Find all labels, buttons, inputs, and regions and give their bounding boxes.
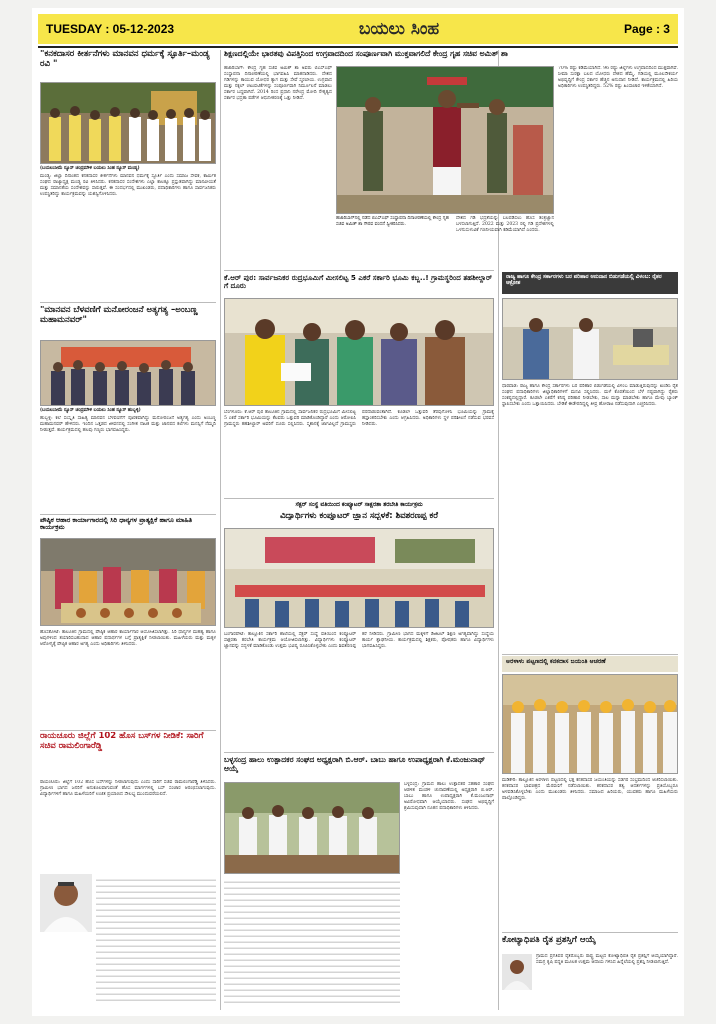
top-story-body-mid: ದೇಶದ ಗಡಿ ಭದ್ರತೆಯನ್ನು ಬಲಪಡಿಸಲು ಹೊಸ ತಂತ್ರಜ್ಞಾನ ಬಳಸಲಾಗುತ್ತಿದೆ. 2022 ಮತ್ತು 2023 ರಲ್ಲಿ ಗಡಿ ಪ್ರದೇಶಗಳಲ್ಲಿ ಒಳನುಸುಳುವಿಕೆ ಗಣನೀಯವಾಗಿ ಕಡಿಮೆಯಾಗಿದೆ ಎಂದರು. xyxy=(456,216,554,233)
photo-kr-puram-complaint xyxy=(224,298,494,406)
photo-computer-training xyxy=(224,528,494,628)
photo-procession-image xyxy=(503,675,678,774)
photo-farmer-portrait xyxy=(502,954,532,990)
story-body: ಬೆಂಗಳೂರು: ಕೆ.ಆರ್ ಪುರ ತಾಲೂಕಿನ ಗ್ರಾಮದಲ್ಲಿ ಸಾರ್ವಜನಿಕರ ರುದ್ರಭೂಮಿಗೆ ಮೀಸಲಿಟ್ಟ 5 ಎಕರೆ ಸರ್ಕಾರಿ ಭೂಮಿಯನ್ನು ಕೆಲವರು ಒತ್ತುವರಿ ಮಾಡಿಕೊಂಡಿದ್ದಾರೆ ಎಂದು ಆರೋಪಿಸಿ ಗ್ರಾಮಸ್ಥರು ತಹಶೀಲ್ದಾರ್ ಅವರಿಗೆ ದೂರು ಸಲ್ಲಿಸಿದರು. ಸ್ಮಶಾನಕ್ಕೆ ಜಾಗವಿಲ್ಲದೆ ಗ್ರಾಮಸ್ಥರು ಪರದಾಡುವಂತಾಗಿದೆ. ಕೂಡಲೇ ಒತ್ತುವರಿ ತೆರವುಗೊಳಿಸಿ ಭೂಮಿಯನ್ನು ಗ್ರಾಮಕ್ಕೆ ಹಸ್ತಾಂತರಿಸಬೇಕು ಎಂದು ಆಗ್ರಹಿಸಿದರು. ಅಧಿಕಾರಿಗಳು ಸ್ಥಳ ಪರಿಶೀಲನೆ ನಡೆಸುವ ಭರವಸೆ ನೀಡಿದರು. xyxy=(224,410,494,427)
article-headline: ಪೌಷ್ಠಿಕ ಆಹಾರ ಕಾರ್ಯಾಗಾರದಲ್ಲಿ ಸಿರಿ ಧಾನ್ಯಗಳ ಪ್ರಾತ್ಯಕ್ಷಿಕೆ ಹಾಗೂ ಮಾಹಿತಿ ಕಾರ್ಯಕ್ರಮ xyxy=(40,517,193,532)
right-article-headline: ರಾಜ್ಯ ಹಾಗೂ ಕೇಂದ್ರ ಸರ್ಕಾರಗಳು ಬರ ಪರಿಹಾರ ಅನುದಾನ ಬಿಡುಗಡೆಯಲ್ಲಿ ವಿಳಂಬ: ರೈತರ ಆಕ್ರೋಶ xyxy=(506,274,662,287)
story-kicker: ಸೆಕ್ಟರ್ ಸಂಸ್ಥೆ ವತಿಯಿಂದ ಕಂಪ್ಯೂಟರ್ ಸಾಕ್ಷರತಾ ತರಬೇತಿ ಕಾರ್ಯಕ್ರಮ xyxy=(295,502,423,508)
top-story-photo-caption: ಹಜಾರಿಬಾಗ್‌ನಲ್ಲಿ ನಡೆದ ಬಿಎಸ್‌ಎಫ್ ಸಂಸ್ಥಾಪನಾ ದಿನಾಚರಣೆಯಲ್ಲಿ ಕೇಂದ್ರ ಗೃಹ ಸಚಿವ ಅಮಿತ್ ಶಾ ಗೌರವ ವಂದನೆ ಸ್ವೀಕರಿಸಿದರು. xyxy=(336,216,449,227)
right-article-headline: ಕೋಟ್ಯಾಧಿಪತಿ ರೈತ ಪ್ರಶಸ್ತಿಗೆ ಆಯ್ಕೆ xyxy=(502,936,596,945)
article-body: ಮಂಡ್ಯ: ಜಿಲ್ಲಾ ದಿನಾಂಕದ ಕನಕದಾಸರ ಕೀರ್ತನೆಗಳು ಮಾನವನ ಧರ್ಮಕ್ಕೆ ಸ್ಫೂರ್ತಿ ಎಂದು ಸಮಾಜ ಸೇವಕ, ಕಾರ್ಮಿಕ ಸಂಘದ ರಾಜ್ಯಾಧ್ಯಕ್ಷ ಮಂಡ್ಯ ರವಿ ತಿಳಿಸಿದರು. ಕನಕದಾಸರ ಸಂದೇಶಗಳು ಎಲ್ಲಾ ಕಾಲಕ್ಕೂ ಪ್ರಸ್ತುತವಾಗಿದ್ದು ಮಾನವೀಯತೆ ಮತ್ತು ಸಮಾನತೆಯ ಸಂದೇಶವನ್ನು ಸಾರುತ್ತವೆ. ಈ ಸಂದರ್ಭದಲ್ಲಿ ಮುಖಂಡರು, ಪದಾಧಿಕಾರಿಗಳು ಹಾಗೂ ಸಾರ್ವಜನಿಕರು ಉಪಸ್ಥಿತರಿದ್ದು ಕಾರ್ಯಕ್ರಮವನ್ನು ಯಶಸ್ವಿಗೊಳಿಸಿದರು. xyxy=(40,174,216,197)
issue-date: TUESDAY : 05-12-2023 xyxy=(46,22,175,36)
article-headline: ರಾಯಚೂರು ಜಿಲ್ಲೆಗೆ 102 ಹೊಸ ಬಸ್‌ಗಳ ನೀಡಿಕೆ: ಸಾರಿಗೆ ಸಚಿವ ರಾಮಲಿಂಗಾರೆಡ್ಡಿ xyxy=(40,732,204,751)
article-headline: "ಕನಕದಾಸರ ಕೀರ್ತನೆಗಳು ಮಾನವನ ಧರ್ಮಕ್ಕೆ ಸ್ಫೂರ್ತಿ–ಮಂಡ್ಯ ರವಿ " xyxy=(40,50,210,69)
article-divider xyxy=(224,752,494,753)
right-article-body: ಮಡಿಕೇರಿ: ತಾಲ್ಲೂಕಿನ ಅರಳಾಳು ಪಟ್ಟಣದಲ್ಲಿ ಭಕ್ತ ಕನಕದಾಸರ ಜಯಂತಿಯನ್ನು ಸಡಗರ ಸಂಭ್ರಮದಿಂದ ಆಚರಿಸಲಾಯಿತು. ಕನಕದಾಸರ ಭಾವಚಿತ್ರದ ಮೆರವಣಿಗೆ ನಡೆಸಲಾಯಿತು. ಕನಕದಾಸರ ತತ್ವ ಆದರ್ಶಗಳನ್ನು ಪ್ರತಿಯೊಬ್ಬರೂ ಅಳವಡಿಸಿಕೊಳ್ಳಬೇಕು ಎಂದು ಮುಖಂಡರು ತಿಳಿಸಿದರು. ಸಮಾಜದ ಹಿರಿಯರು, ಯುವಕರು ಹಾಗೂ ಮಹಿಳೆಯರು ಪಾಲ್ಗೊಂಡಿದ್ದರು. xyxy=(502,778,678,801)
photo-amit-shah-parade xyxy=(336,66,554,214)
right-article-banner xyxy=(502,656,678,672)
article-divider xyxy=(224,498,494,499)
article-raichur-buses xyxy=(40,732,216,752)
photo-group-image xyxy=(41,83,216,164)
story-kr-puram xyxy=(224,274,494,291)
photo-group-image xyxy=(225,299,494,406)
article-divider xyxy=(502,654,678,655)
photo-parade-image xyxy=(337,67,554,214)
right-article-headline: ಅರಳಾಳು ಪಟ್ಟಣದಲ್ಲಿ ಕನಕದಾಸ ಜಯಂತಿ ಆಚರಣೆ xyxy=(506,658,606,665)
right-article-body: ಗ್ರಾಮದ ಪ್ರಗತಿಪರ ರೈತರೊಬ್ಬರು ರಾಷ್ಟ್ರ ಮಟ್ಟದ ಕೋಟ್ಯಾಧಿಪತಿ ರೈತ ಪ್ರಶಸ್ತಿಗೆ ಆಯ್ಕೆಯಾಗಿದ್ದಾರೆ. ಸಮಗ್ರ ಕೃಷಿ ಪದ್ಧತಿ ಮೂಲಕ ಉತ್ತಮ ಆದಾಯ ಗಳಿಸಿದ ಹಿನ್ನೆಲೆಯಲ್ಲಿ ಪ್ರಶಸ್ತಿ ನೀಡಲಾಗುತ್ತಿದೆ. xyxy=(536,954,678,965)
column-divider xyxy=(220,50,221,1010)
newspaper-title: ಬಯಲು ಸಿಂಹ xyxy=(358,19,440,39)
article-divider xyxy=(40,730,216,731)
article-divider xyxy=(40,514,216,515)
article-headline: "ಮಾನವನ ಬೆಳವಣಿಗೆ ಮನೋರಂಜನೆ ಅತ್ಯಗತ್ಯ –ಅಂಬಣ್ಣ ಮಹಾಮನವರ್" xyxy=(40,306,198,325)
top-story-body-right: 70% ರಷ್ಟು ಕಡಿಮೆಯಾಗಿದೆ. 96 ರಷ್ಟು ಜಿಲ್ಲೆಗಳು ಉಗ್ರವಾದದಿಂದ ಮುಕ್ತವಾಗಿವೆ. ಸೀಮಾ ಸುರಕ್ಷಾ ಬಲದ ಯೋಧರು ದೇಶದ ಹೆಮ್ಮೆ. ಗಡಿಯಲ್ಲಿ ಮೂಲಸೌಕರ್ಯ ಅಭಿವೃದ್ಧಿಗೆ ಕೇಂದ್ರ ಸರ್ಕಾರ ಹೆಚ್ಚಿನ ಅನುದಾನ ನೀಡಿದೆ. ಕಾರ್ಯಕ್ರಮದಲ್ಲಿ ಹಿರಿಯ ಅಧಿಕಾರಿಗಳು ಉಪಸ್ಥಿತರಿದ್ದರು. 52% ರಷ್ಟು ಹಿಂಸಾಚಾರ ಇಳಿಕೆಯಾಗಿದೆ. xyxy=(558,66,678,89)
photo-office-image xyxy=(503,299,678,380)
photo-nutrition-workshop xyxy=(40,538,216,626)
photo-minister-portrait xyxy=(40,874,92,932)
article-divider xyxy=(224,270,494,271)
right-article-banner xyxy=(502,272,678,294)
article-divider xyxy=(502,932,678,933)
page-number: Page : 3 xyxy=(623,22,670,36)
top-story-body-left: ಹಜಾರಿಬಾಗ್: ಕೇಂದ್ರ ಗೃಹ ಸಚಿವ ಅಮಿತ್ ಶಾ ಅವರು ಬಿಎಸ್‌ಎಫ್ ಸಂಸ್ಥಾಪನಾ ದಿನಾಚರಣೆಯಲ್ಲಿ ಭಾಗವಹಿಸಿ ಮಾತನಾಡಿದರು. ದೇಶದ ಗಡಿಗಳನ್ನು ಕಾಯುವ ಯೋಧರ ತ್ಯಾಗ ಮತ್ತು ಸೇವೆ ಸ್ಮರಣೀಯ. ಉಗ್ರವಾದ ಮತ್ತು ನಕ್ಸಲ್ ಚಟುವಟಿಕೆಗಳನ್ನು ಸಂಪೂರ್ಣವಾಗಿ ನಿರ್ಮೂಲನೆ ಮಾಡಲು ಸರ್ಕಾರ ಬದ್ಧವಾಗಿದೆ. 2014 ರಿಂದ ಪ್ರಧಾನಿ ನರೇಂದ್ರ ಮೋದಿ ನೇತೃತ್ವದ ಸರ್ಕಾರ ಭದ್ರತಾ ಪಡೆಗಳ ಆಧುನೀಕರಣಕ್ಕೆ ಒತ್ತು ನೀಡಿದೆ. xyxy=(224,66,332,101)
top-story-headline: ಶಿಕ್ಷಣದಲ್ಲಿಯೇ ಭಾರತವು ವಿಪತ್ತಿನಿಂದ ಉಗ್ರವಾದದಿಂದ ಸಂಪೂರ್ಣವಾಗಿ ಮುಕ್ತವಾಗಲಿದೆ ಕೇಂದ್ರ ಗೃಹ ಸಚಿವ ಅಮಿತ್ ಶಾ xyxy=(224,50,508,58)
portrait-image xyxy=(502,954,532,990)
article-kanakadasa-mandya xyxy=(40,50,216,70)
photo-kanaka-jayanti xyxy=(502,674,678,774)
story-continuation xyxy=(224,878,400,1006)
newspaper-page xyxy=(32,8,684,1016)
article-continuation xyxy=(96,876,216,1004)
photo-ambanna-event xyxy=(40,340,216,406)
story-headline: ಕೆ.ಆರ್ ಪುರ: ಸಾರ್ವಜನಿಕರ ರುದ್ರಭೂಮಿಗೆ ಮೀಸಲಿಟ್ಟ 5 ಎಕರೆ ಸರ್ಕಾರಿ ಭೂಮಿ ಕಬ್ಜ..! ಗ್ರಾಮಸ್ಥರಿಂದ ತಹಶೀಲ್ದಾರ್ ಗೆ ದೂರು xyxy=(224,274,493,291)
story-headline: ಬಳ್ಳಸಂದ್ರ ಹಾಲು ಉತ್ಪಾದಕರ ಸಂಘದ ಅಧ್ಯಕ್ಷರಾಗಿ ಬಿ.ಆರ್. ಬಾಬು ಹಾಗೂ ಉಪಾಧ್ಯಕ್ಷರಾಗಿ ಕೆ.ಮಂಜುನಾಥ್ ಆಯ್ಕೆ xyxy=(224,756,486,773)
story-body: ಬಂಗಾರಪೇಟೆ: ತಾಲ್ಲೂಕಿನ ಸರ್ಕಾರಿ ಶಾಲೆಯಲ್ಲಿ ಸೆಕ್ಟರ್ ಸಂಸ್ಥೆ ವತಿಯಿಂದ ಕಂಪ್ಯೂಟರ್ ಸಾಕ್ಷರತಾ ತರಬೇತಿ ಕಾರ್ಯಕ್ರಮ ಆಯೋಜಿಸಲಾಗಿತ್ತು. ವಿದ್ಯಾರ್ಥಿಗಳು ಕಂಪ್ಯೂಟರ್ ಜ್ಞಾನವನ್ನು ಸದ್ಬಳಕೆ ಮಾಡಿಕೊಂಡು ಉತ್ತಮ ಭವಿಷ್ಯ ರೂಪಿಸಿಕೊಳ್ಳಬೇಕು ಎಂದು ಶಿವಶರಣಪ್ಪ ಕರೆ ನೀಡಿದರು. ಗ್ರಾಮೀಣ ಭಾಗದ ಮಕ್ಕಳಿಗೆ ಡಿಜಿಟಲ್ ಶಿಕ್ಷಣ ಅಗತ್ಯವಾಗಿದ್ದು ಸಂಸ್ಥೆಯ ಕಾರ್ಯ ಶ್ಲಾಘನೀಯ. ಕಾರ್ಯಕ್ರಮದಲ್ಲಿ ಶಿಕ್ಷಕರು, ಪೋಷಕರು ಹಾಗೂ ವಿದ್ಯಾರ್ಥಿಗಳು ಭಾಗವಹಿಸಿದ್ದರು. xyxy=(224,632,494,649)
right-article-farmer-award xyxy=(502,936,678,946)
photo-drought-memorandum xyxy=(502,298,678,380)
photo-kanakadasa-event xyxy=(40,82,216,164)
story-milk-society xyxy=(224,756,494,773)
photo-caption: (ಬಯಲುಸೀಮೆ ನ್ಯೂಸ್ ಚಂದ್ರಮೌಳಿ ಬಯಲು ಸಿಂಹ ನ್ಯೂಸ್ ಹುಬ್ಬಳ್ಳಿ) xyxy=(40,408,141,413)
article-body: ಹುಬ್ಬಳ್ಳಿ: ಕಲೆ ಸಂಸ್ಕೃತಿ ಸಾಹಿತ್ಯ ಮಾನವನ ಬೆಳವಣಿಗೆಗೆ ಪೂರಕವಾಗಿದ್ದು ಮನೋರಂಜನೆ ಅತ್ಯಗತ್ಯ ಎಂದು ಅಂಬಣ್ಣ ಮಹಾಮನವರ್ ಹೇಳಿದರು. ಇಂದಿನ ಒತ್ತಡದ ಜೀವನದಲ್ಲಿ ಸಂಗೀತ ನಾಟಕ ಮತ್ತು ಜಾನಪದ ಕಲೆಗಳು ಮನಸ್ಸಿಗೆ ನೆಮ್ಮದಿ ನೀಡುತ್ತವೆ. ಕಾರ್ಯಕ್ರಮದಲ್ಲಿ ಹಲವು ಗಣ್ಯರು ಭಾಗವಹಿಸಿದ್ದರು. xyxy=(40,416,216,433)
story-body: ಬಳ್ಳಸಂದ್ರ: ಗ್ರಾಮದ ಹಾಲು ಉತ್ಪಾದಕರ ಸಹಕಾರ ಸಂಘದ ಆಡಳಿತ ಮಂಡಳಿ ಚುನಾವಣೆಯಲ್ಲಿ ಅಧ್ಯಕ್ಷರಾಗಿ ಬಿ.ಆರ್. ಬಾಬು ಹಾಗೂ ಉಪಾಧ್ಯಕ್ಷರಾಗಿ ಕೆ.ಮಂಜುನಾಥ್ ಅವಿರೋಧವಾಗಿ ಆಯ್ಕೆಯಾದರು. ಸಂಘದ ಅಭಿವೃದ್ಧಿಗೆ ಶ್ರಮಿಸುವುದಾಗಿ ನೂತನ ಪದಾಧಿಕಾರಿಗಳು ತಿಳಿಸಿದರು. xyxy=(404,782,494,811)
article-body: ಹೊಸಕೋಟೆ: ತಾಲೂಕಿನ ಗ್ರಾಮದಲ್ಲಿ ಪೌಷ್ಠಿಕ ಆಹಾರ ಕಾರ್ಯಾಗಾರ ಆಯೋಜಿಸಲಾಗಿತ್ತು. ಸಿರಿ ಧಾನ್ಯಗಳ ಮಹತ್ವ ಹಾಗೂ ಅವುಗಳಿಂದ ತಯಾರಿಸಬಹುದಾದ ಆಹಾರ ಪದಾರ್ಥಗಳ ಬಗ್ಗೆ ಪ್ರಾತ್ಯಕ್ಷಿಕೆ ನೀಡಲಾಯಿತು. ಮಹಿಳೆಯರು ಮತ್ತು ಮಕ್ಕಳ ಆರೋಗ್ಯಕ್ಕೆ ಪೌಷ್ಠಿಕ ಆಹಾರ ಅಗತ್ಯ ಎಂದು ಅಧಿಕಾರಿಗಳು ತಿಳಿಸಿದರು. xyxy=(40,630,216,647)
photo-milk-society xyxy=(224,782,400,874)
story-headline: ವಿದ್ಯಾರ್ಥಿಗಳು ಕಂಪ್ಯೂಟರ್ ಜ್ಞಾನ ಸದ್ಬಳಕೆ: ಶಿವಶರಣಪ್ಪ ಕರೆ xyxy=(280,509,438,520)
photo-meeting-image xyxy=(225,783,400,874)
article-divider xyxy=(40,302,216,303)
article-body: ರಾಯಚೂರು: ಜಿಲ್ಲೆಗೆ 102 ಹೊಸ ಬಸ್‌ಗಳನ್ನು ನೀಡಲಾಗುವುದು ಎಂದು ಸಾರಿಗೆ ಸಚಿವ ರಾಮಲಿಂಗಾರೆಡ್ಡಿ ತಿಳಿಸಿದರು. ಗ್ರಾಮೀಣ ಭಾಗದ ಜನರಿಗೆ ಅನುಕೂಲವಾಗುವಂತೆ ಹೊಸ ಮಾರ್ಗಗಳಲ್ಲಿ ಬಸ್ ಸಂಚಾರ ಆರಂಭಿಸಲಾಗುವುದು. ವಿದ್ಯಾರ್ಥಿಗಳಿಗೆ ಹಾಗೂ ಮಹಿಳೆಯರಿಗೆ ಉಚಿತ ಪ್ರಯಾಣದ ಸೌಲಭ್ಯ ಮುಂದುವರೆಯಲಿದೆ. xyxy=(40,780,216,797)
portrait-image xyxy=(40,874,92,932)
masthead xyxy=(38,14,678,44)
story-computer-literacy xyxy=(224,502,494,520)
photo-workshop-image xyxy=(41,539,216,626)
masthead-rule xyxy=(38,46,678,48)
photo-classroom-image xyxy=(225,529,494,628)
photo-caption: (ಬಯಲುಸೀಮೆ ನ್ಯೂಸ್ ಚಂದ್ರಮೌಳಿ ಬಯಲು ಸಿಂಹ ನ್ಯೂಸ್ ಮಂಡ್ಯ) xyxy=(40,166,140,171)
top-story-amit-shah xyxy=(224,50,678,59)
right-article-body: ಧಾರವಾಡ: ರಾಜ್ಯ ಹಾಗೂ ಕೇಂದ್ರ ಸರ್ಕಾರಗಳು ಬರ ಪರಿಹಾರ ಬಿಡುಗಡೆಯಲ್ಲಿ ವಿಳಂಬ ಮಾಡುತ್ತಿರುವುದನ್ನು ಖಂಡಿಸಿ ರೈತ ಸಂಘದ ಪದಾಧಿಕಾರಿಗಳು ಜಿಲ್ಲಾಧಿಕಾರಿಗಳಿಗೆ ಮನವಿ ಸಲ್ಲಿಸಿದರು. ಮಳೆ ಕೊರತೆಯಿಂದ ಬೆಳೆ ನಷ್ಟವಾಗಿದ್ದು ರೈತರು ಸಂಕಷ್ಟದಲ್ಲಿದ್ದಾರೆ. ಕೂಡಲೇ ಎಕರೆಗೆ ಕನಿಷ್ಠ ಪರಿಹಾರ ನೀಡಬೇಕು, ಸಾಲ ಮನ್ನಾ ಮಾಡಬೇಕು ಹಾಗೂ ಮೇವು ಬ್ಯಾಂಕ್ ಸ್ಥಾಪಿಸಬೇಕು ಎಂದು ಒತ್ತಾಯಿಸಿದರು. ಬೇಡಿಕೆ ಈಡೇರದಿದ್ದಲ್ಲಿ ತೀವ್ರ ಹೋರಾಟ ನಡೆಸುವುದಾಗಿ ಎಚ್ಚರಿಸಿದರು. xyxy=(502,384,678,407)
article-nutrition xyxy=(40,517,216,532)
article-ambanna xyxy=(40,306,216,326)
photo-group-image xyxy=(41,341,216,406)
